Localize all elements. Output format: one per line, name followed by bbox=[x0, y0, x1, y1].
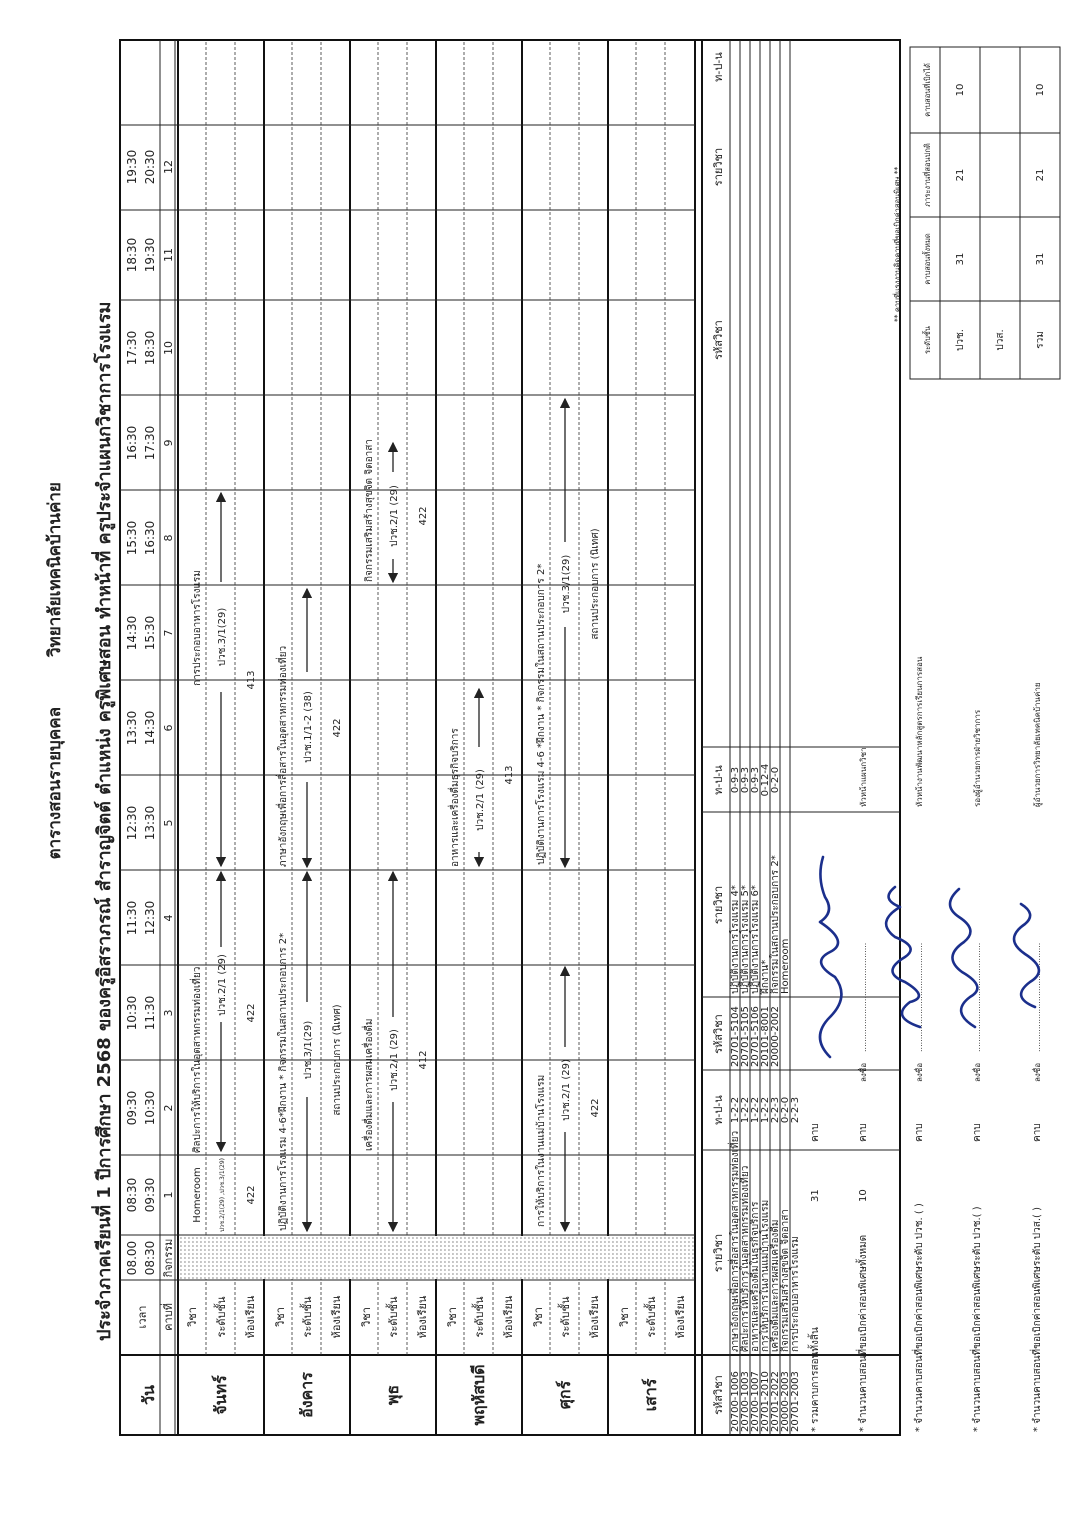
svg-text:ห้องเรียน: ห้องเรียน bbox=[674, 1295, 687, 1339]
time-labels bbox=[125, 150, 157, 1276]
svg-text:รายวิชา: รายวิชา bbox=[712, 1233, 725, 1273]
svg-text:ระดับชั้น: ระดับชั้น bbox=[923, 326, 932, 354]
svg-text:08:30: 08:30 bbox=[125, 1177, 139, 1213]
svg-text:20:30: 20:30 bbox=[143, 149, 157, 185]
svg-text:08:30: 08:30 bbox=[143, 1240, 157, 1276]
fri-a-subject: การให้บริการในงานแม่บ้านโรงแรม bbox=[536, 1074, 547, 1227]
svg-text:เครื่องดื่มและการผสมเครื่องดื่: เครื่องดื่มและการผสมเครื่องดื่ม bbox=[770, 1219, 781, 1352]
wed-a-subject: เครื่องดื่มและการผสมเครื่องดื่ม bbox=[364, 1018, 375, 1151]
svg-text:10:30: 10:30 bbox=[125, 995, 139, 1031]
svg-text:16:30: 16:30 bbox=[143, 520, 157, 556]
tue-a-subject: ปฏิบัติงานการโรงแรม 4-6*ฝึกงาน * กิจกรรมในสถานประกอบการ 2* bbox=[278, 932, 289, 1231]
mon-a-class: ปวช.2/1 (29) bbox=[217, 954, 228, 1016]
svg-text:0-2-0: 0-2-0 bbox=[770, 766, 781, 794]
svg-text:คาบ: คาบ bbox=[1032, 1123, 1043, 1142]
svg-text:ห้องเรียน: ห้องเรียน bbox=[244, 1295, 257, 1339]
svg-text:1-2-2: 1-2-2 bbox=[760, 1096, 771, 1124]
svg-text:* รวมคาบการสอนทั้งสิ้น: * รวมคาบการสอนทั้งสิ้น bbox=[810, 1327, 821, 1432]
tue-a-room: สถานประกอบการ (นิเทศ) bbox=[332, 1004, 343, 1116]
svg-text:การให้บริการในงานแม่บ้านโรงแรม: การให้บริการในงานแม่บ้านโรงแรม bbox=[760, 1199, 771, 1352]
doc-subtitle: ประจำภาคเรียนที่ 1 ปีการศึกษา 2568 ของครูอิสราภรณ์ สำราญจิตต์ ตำแหน่ง ครูพิเศษสอน ทำหน้าที่ ครูประจำแผนกวิชาการโรงแรม bbox=[94, 301, 115, 1341]
monday-entries bbox=[189, 493, 257, 1232]
svg-text:Homeroom: Homeroom bbox=[780, 938, 791, 994]
svg-text:คาบ: คาบ bbox=[972, 1123, 983, 1142]
svg-text:17:30: 17:30 bbox=[125, 330, 139, 366]
day-tuesday: อังคาร bbox=[297, 1372, 316, 1418]
svg-text:วิชา: วิชา bbox=[360, 1307, 373, 1327]
thursday-entries bbox=[447, 689, 515, 867]
pay-table bbox=[892, 47, 1060, 379]
svg-text:คาบสอนที่เบิกได้: คาบสอนที่เบิกได้ bbox=[923, 63, 932, 117]
fri-b-subject: ปฏิบัติงานการโรงแรม 4-6 *ฝึกงาน * กิจกรรมในสถานประกอบการ 2* bbox=[536, 563, 547, 865]
svg-text:ลงชื่อ: ลงชื่อ bbox=[915, 1062, 924, 1082]
svg-text:..............................: ........................................... bbox=[859, 942, 868, 1052]
svg-text:ห้องเรียน: ห้องเรียน bbox=[330, 1295, 343, 1339]
svg-text:09:30: 09:30 bbox=[125, 1090, 139, 1126]
svg-text:วิชา: วิชา bbox=[274, 1307, 287, 1327]
svg-text:1-2-2: 1-2-2 bbox=[730, 1096, 741, 1124]
svg-text:ลงชื่อ: ลงชื่อ bbox=[973, 1062, 982, 1082]
svg-text:13:30: 13:30 bbox=[143, 805, 157, 841]
svg-text:11:30: 11:30 bbox=[125, 900, 139, 936]
svg-text:1-2-2: 1-2-2 bbox=[740, 1096, 751, 1124]
svg-text:31: 31 bbox=[955, 252, 966, 266]
svg-text:10: 10 bbox=[162, 341, 175, 355]
svg-text:ระดับชั้น: ระดับชั้น bbox=[387, 1296, 400, 1338]
svg-text:20701-2010: 20701-2010 bbox=[760, 1371, 771, 1432]
svg-text:คาบ: คาบ bbox=[810, 1123, 821, 1142]
svg-text:17:30: 17:30 bbox=[143, 425, 157, 461]
svg-text:20701-2022: 20701-2022 bbox=[770, 1371, 781, 1432]
homeroom-room: 422 bbox=[246, 1185, 257, 1205]
svg-text:14:30: 14:30 bbox=[143, 710, 157, 746]
svg-text:รายวิชา: รายวิชา bbox=[712, 885, 725, 925]
svg-text:7: 7 bbox=[162, 629, 175, 637]
svg-text:12:30: 12:30 bbox=[125, 805, 139, 841]
svg-text:ปฏิบัติงานการโรงแรม 6*: ปฏิบัติงานการโรงแรม 6* bbox=[750, 885, 761, 994]
svg-text:ฝึกงาน*: ฝึกงาน* bbox=[760, 959, 771, 994]
svg-text:รหัสวิชา: รหัสวิชา bbox=[712, 1375, 725, 1415]
svg-text:วิชา: วิชา bbox=[446, 1307, 459, 1327]
svg-text:10: 10 bbox=[955, 83, 966, 97]
thu-room: 413 bbox=[504, 765, 515, 785]
svg-text:คาบ: คาบ bbox=[858, 1123, 869, 1142]
svg-text:16:30: 16:30 bbox=[125, 425, 139, 461]
svg-text:6: 6 bbox=[162, 724, 175, 732]
svg-text:08.00: 08.00 bbox=[125, 1240, 139, 1276]
svg-text:หัวหน้าแผนกวิชา: หัวหน้าแผนกวิชา bbox=[859, 747, 868, 807]
day-wednesday: พุธ bbox=[383, 1384, 402, 1406]
wed-a-room: 412 bbox=[418, 1050, 429, 1070]
svg-text:วิชา: วิชา bbox=[618, 1307, 631, 1327]
svg-text:10: 10 bbox=[1035, 83, 1046, 97]
svg-text:ลงชื่อ: ลงชื่อ bbox=[1033, 1062, 1042, 1082]
mon-b-class: ปวช.3/1(29) bbox=[217, 607, 228, 667]
mon-a-room: 422 bbox=[246, 1003, 257, 1023]
svg-text:3: 3 bbox=[162, 1009, 175, 1017]
svg-text:0-9-3: 0-9-3 bbox=[750, 766, 761, 794]
svg-text:13:30: 13:30 bbox=[125, 710, 139, 746]
svg-text:2: 2 bbox=[162, 1104, 175, 1112]
svg-text:ระดับชั้น: ระดับชั้น bbox=[559, 1296, 572, 1338]
tuesday-entries bbox=[275, 589, 343, 1231]
period-numbers bbox=[162, 160, 175, 1278]
activity-shading bbox=[179, 1236, 694, 1279]
thu-subject: อาหารและเครื่องดื่มธุรกิจบริการ bbox=[450, 728, 461, 867]
svg-text:วิชา: วิชา bbox=[532, 1307, 545, 1327]
svg-text:1: 1 bbox=[162, 1191, 175, 1199]
svg-text:12:30: 12:30 bbox=[143, 900, 157, 936]
svg-text:20701-5104: 20701-5104 bbox=[730, 1006, 741, 1067]
svg-text:20000-2003: 20000-2003 bbox=[780, 1371, 791, 1432]
period-header: คาบที่ bbox=[162, 1303, 175, 1331]
day-friday: ศุกร์ bbox=[555, 1380, 574, 1410]
svg-text:18:30: 18:30 bbox=[125, 237, 139, 273]
svg-text:20701-5105: 20701-5105 bbox=[740, 1006, 751, 1067]
svg-text:ห้องเรียน: ห้องเรียน bbox=[502, 1295, 515, 1339]
homeroom-label: Homeroom bbox=[192, 1167, 203, 1223]
svg-text:31: 31 bbox=[810, 1189, 821, 1202]
friday-entries bbox=[534, 399, 601, 1231]
svg-text:* จำนวนคาบสอนที่ขอเบิกค่าสอนพิ: * จำนวนคาบสอนที่ขอเบิกค่าสอนพิเศษระดับ ปวส.( ) bbox=[1032, 1207, 1043, 1432]
svg-text:รหัสวิชา: รหัสวิชา bbox=[712, 320, 725, 360]
svg-text:..............................: ........................................... bbox=[1033, 942, 1042, 1052]
svg-text:การประกอบอาหารโรงแรม: การประกอบอาหารโรงแรม bbox=[790, 1236, 801, 1352]
svg-text:ท-ป-น: ท-ป-น bbox=[712, 52, 725, 82]
time-header: เวลา bbox=[136, 1305, 149, 1329]
svg-text:ภาษาอังกฤษเพื่อการสื่อสารในอุต: ภาษาอังกฤษเพื่อการสื่อสารในอุตสาหกรรมท่องเที่ยว bbox=[730, 1130, 741, 1352]
svg-text:10:30: 10:30 bbox=[143, 1090, 157, 1126]
svg-text:10: 10 bbox=[858, 1189, 869, 1202]
svg-text:9: 9 bbox=[162, 439, 175, 447]
day-saturday: เสาร์ bbox=[641, 1378, 660, 1412]
svg-text:..............................: ........................................... bbox=[973, 942, 982, 1052]
svg-text:ระดับชั้น: ระดับชั้น bbox=[473, 1296, 486, 1338]
fri-a-room: 422 bbox=[590, 1098, 601, 1118]
svg-text:หัวหน้างานพัฒนาหลักสูตรการเรีย: หัวหน้างานพัฒนาหลักสูตรการเรียนการสอน bbox=[915, 656, 924, 807]
svg-text:ท-ป-น: ท-ป-น bbox=[712, 765, 725, 795]
svg-text:คาบสอนทั้งหมด: คาบสอนทั้งหมด bbox=[923, 233, 932, 285]
svg-text:20700-1003: 20700-1003 bbox=[740, 1371, 751, 1432]
summary bbox=[807, 1123, 1043, 1432]
mon-b-room: 413 bbox=[246, 670, 257, 690]
svg-text:15:30: 15:30 bbox=[143, 615, 157, 651]
svg-text:รองผู้อำนวยการฝ่ายวิชาการ: รองผู้อำนวยการฝ่ายวิชาการ bbox=[973, 709, 982, 807]
svg-text:ระดับชั้น: ระดับชั้น bbox=[301, 1296, 314, 1338]
svg-text:5: 5 bbox=[162, 819, 175, 827]
svg-text:ระดับชั้น: ระดับชั้น bbox=[645, 1296, 658, 1338]
svg-text:..............................: ........................................... bbox=[915, 942, 924, 1052]
day-thursday: พฤหัสบดี bbox=[469, 1364, 488, 1426]
svg-text:ระดับชั้น: ระดับชั้น bbox=[215, 1296, 228, 1338]
svg-text:ลงชื่อ: ลงชื่อ bbox=[859, 1062, 868, 1082]
mon-a-subject: ศิลปะการให้บริการในอุตสาหกรรมท่องเที่ยว bbox=[192, 966, 203, 1153]
svg-text:20701-5106: 20701-5106 bbox=[750, 1006, 761, 1067]
svg-text:0-9-3: 0-9-3 bbox=[730, 766, 741, 794]
day-separators bbox=[264, 40, 608, 1435]
svg-text:19:30: 19:30 bbox=[143, 237, 157, 273]
svg-text:กิจกรรมเสริมสร้างสุขจิต จิตอาส: กิจกรรมเสริมสร้างสุขจิต จิตอาสา bbox=[780, 1209, 791, 1352]
signature-1 bbox=[820, 857, 841, 1057]
svg-text:21: 21 bbox=[955, 168, 966, 182]
svg-text:ศิลปะการให้บริการในอุตสาหกรรมท: ศิลปะการให้บริการในอุตสาหกรรมท่องเที่ยว bbox=[740, 1165, 751, 1352]
svg-text:20700-1006: 20700-1006 bbox=[730, 1371, 741, 1432]
svg-text:20700-1007: 20700-1007 bbox=[750, 1371, 761, 1432]
svg-text:อาหารและเครื่องดื่มในธุรกิจบริ: อาหารและเครื่องดื่มในธุรกิจบริการ bbox=[750, 1201, 761, 1352]
svg-text:รวม: รวม bbox=[1035, 331, 1046, 349]
wednesday-entries bbox=[361, 439, 429, 1231]
svg-text:20101-8001: 20101-8001 bbox=[760, 1006, 771, 1067]
tue-b-room: 422 bbox=[332, 718, 343, 738]
fri-a-class: ปวช.2/1 (29) bbox=[561, 1059, 572, 1121]
doc-title: ตารางสอนรายบุคคล bbox=[45, 707, 65, 860]
svg-text:0-12-4: 0-12-4 bbox=[760, 763, 771, 797]
tue-b-class: ปวช.1/1-2 (38) bbox=[303, 691, 314, 763]
svg-text:0-2-0: 0-2-0 bbox=[780, 1096, 791, 1124]
homeroom-classes: ปวช.2/1(29) ,ปวช.3/1(29) bbox=[219, 1157, 226, 1233]
svg-text:11: 11 bbox=[162, 248, 175, 262]
college-name: วิทยาลัยเทคนิคบ้านค่าย bbox=[45, 482, 65, 657]
wed-b-room: 422 bbox=[418, 506, 429, 526]
svg-text:15:30: 15:30 bbox=[125, 520, 139, 556]
svg-text:21: 21 bbox=[1035, 168, 1046, 182]
wed-b-class: ปวช.2/1 (29) bbox=[389, 485, 400, 547]
svg-text:14:30: 14:30 bbox=[125, 615, 139, 651]
wed-a-class: ปวช.2/1 (29) bbox=[389, 1029, 400, 1091]
thu-class: ปวช.2/1 (29) bbox=[475, 769, 486, 831]
svg-text:ปวช.: ปวช. bbox=[955, 329, 966, 351]
wed-b-subject: กิจกรรมเสริมสร้างสุขจิต จิตอาสา bbox=[364, 439, 375, 582]
svg-text:ห้องเรียน: ห้องเรียน bbox=[588, 1295, 601, 1339]
svg-text:8: 8 bbox=[162, 534, 175, 542]
svg-text:2-2-3: 2-2-3 bbox=[790, 1096, 801, 1124]
svg-text:รหัสวิชา: รหัสวิชา bbox=[712, 1014, 725, 1054]
svg-text:12: 12 bbox=[162, 160, 175, 174]
tue-a-class: ปวช.3/1(29) bbox=[303, 1020, 314, 1080]
svg-text:09:30: 09:30 bbox=[143, 1177, 157, 1213]
svg-text:คาบ: คาบ bbox=[914, 1123, 925, 1142]
svg-text:วิชา: วิชา bbox=[186, 1307, 199, 1327]
signatures bbox=[820, 656, 1043, 1082]
svg-text:ปวส.: ปวส. bbox=[995, 329, 1006, 351]
svg-text:19:30: 19:30 bbox=[125, 149, 139, 185]
svg-text:31: 31 bbox=[1035, 252, 1046, 266]
svg-text:กิจกรรม: กิจกรรม bbox=[162, 1238, 175, 1278]
fri-b-class: ปวช.3/1(29) bbox=[561, 554, 572, 614]
day-header: วัน bbox=[139, 1385, 158, 1405]
svg-text:ท-ป-น: ท-ป-น bbox=[712, 1095, 725, 1125]
svg-text:** คาบที่แรงงานคิดคาบที่ขอเบิ: ** คาบที่แรงงานคิดคาบที่ขอเบิกค่าสอนพิเศษ ** bbox=[893, 166, 902, 322]
svg-text:4: 4 bbox=[162, 914, 175, 922]
fri-b-room: สถานประกอบการ (นิเทศ) bbox=[590, 528, 601, 640]
svg-text:* จำนวนคาบสอนที่ขอเบิกค่าสอนพิ: * จำนวนคาบสอนที่ขอเบิกค่าสอนพิเศษระดับ ปวช.( ) bbox=[972, 1206, 983, 1432]
svg-text:18:30: 18:30 bbox=[143, 330, 157, 366]
svg-text:20000-2002: 20000-2002 bbox=[770, 1006, 781, 1067]
svg-text:0-9-3: 0-9-3 bbox=[740, 766, 751, 794]
day-monday: จันทร์ bbox=[211, 1375, 230, 1415]
subject-list bbox=[702, 40, 900, 1435]
mon-b-subject: การประกอบอาหารโรงแรม bbox=[192, 570, 203, 686]
svg-text:11:30: 11:30 bbox=[143, 995, 157, 1031]
svg-text:ปฏิบัติงานการโรงแรม 4*: ปฏิบัติงานการโรงแรม 4* bbox=[730, 885, 741, 994]
tue-b-subject: ภาษาอังกฤษเพื่อการสื่อสารในอุตสาหกรรมท่องเที่ยว bbox=[278, 645, 289, 867]
svg-text:1-2-2: 1-2-2 bbox=[750, 1096, 761, 1124]
svg-text:20701-2003: 20701-2003 bbox=[790, 1371, 801, 1432]
svg-text:ห้องเรียน: ห้องเรียน bbox=[416, 1295, 429, 1339]
svg-text:* จำนวนคาบสอนที่ขอเบิกค่าสอนพิ: * จำนวนคาบสอนที่ขอเบิกค่าสอนพิเศษระดับ ปวช. ( ) bbox=[914, 1203, 925, 1432]
svg-text:ผู้อำนวยการวิทยาลัยเทคนิคบ้านค: ผู้อำนวยการวิทยาลัยเทคนิคบ้านค่าย bbox=[1033, 682, 1042, 807]
svg-text:2-2-3: 2-2-3 bbox=[770, 1096, 781, 1124]
svg-text:รายวิชา: รายวิชา bbox=[712, 147, 725, 187]
svg-text:ภาระงานที่สอนปกติ: ภาระงานที่สอนปกติ bbox=[923, 143, 932, 207]
svg-text:ปฏิบัติงานการโรงแรม 5*: ปฏิบัติงานการโรงแรม 5* bbox=[740, 885, 751, 994]
svg-text:* จำนวนคาบสอนที่ขอเบิกค่าสอนพิ: * จำนวนคาบสอนที่ขอเบิกค่าสอนพิเศษทั้งหมด bbox=[858, 1234, 869, 1432]
svg-text:กิจกรรมในสถานประกอบการ 2*: กิจกรรมในสถานประกอบการ 2* bbox=[770, 855, 781, 994]
